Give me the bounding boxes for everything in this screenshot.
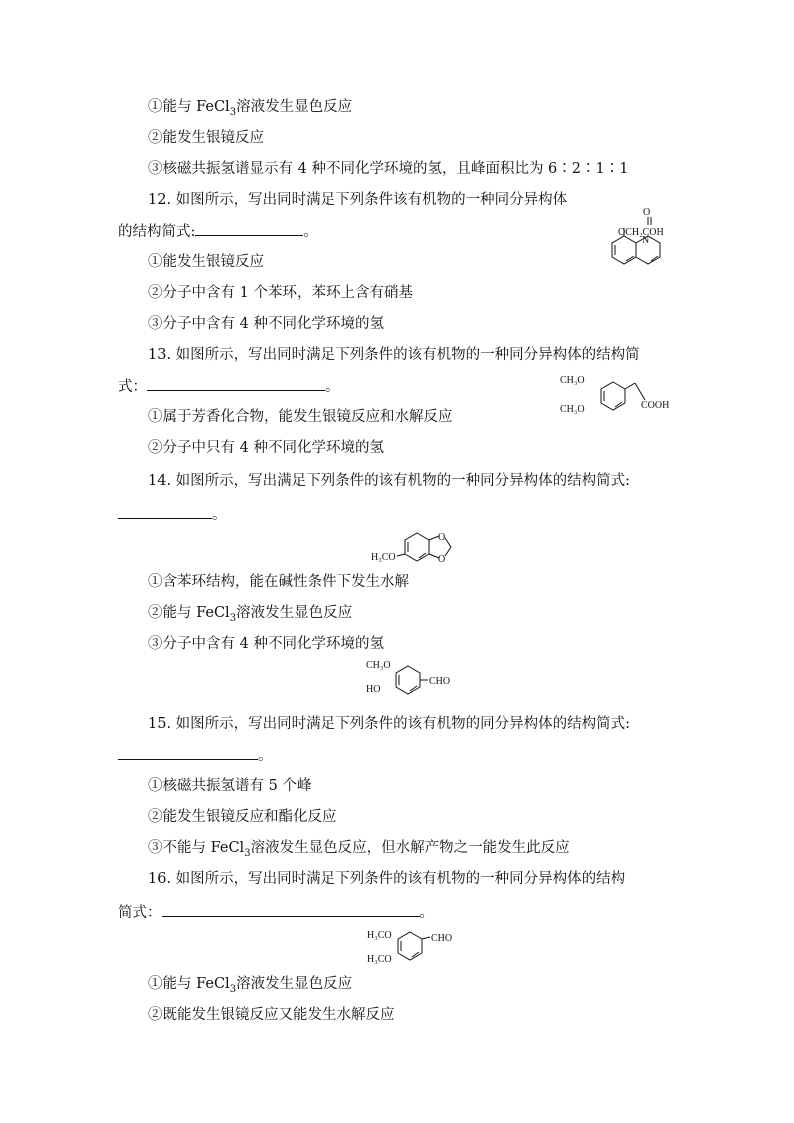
question-13-line1: 13. 如图所示，写出同时满足下列条件的该有机物的一种同分异构体的结构简 — [148, 347, 640, 363]
question-13-line2: 式： 。 — [118, 376, 340, 397]
condition-2: ②分子中含有 1 个苯环，苯环上含有硝基 — [148, 285, 413, 301]
condition-3: ③分子中含有 4 种不同化学环境的氢 — [148, 636, 384, 652]
methoxy-label: CH₃O — [366, 660, 391, 671]
question-12-line2: 的结构简式: 。 — [118, 221, 318, 242]
quinoline-structure — [598, 205, 698, 277]
question-16-line2: 简式： 。 — [118, 902, 434, 923]
condition-2: ②能发生银镜反应 — [148, 130, 264, 146]
condition-1: ①属于芳香化合物，能发生银镜反应和水解反应 — [148, 409, 453, 425]
methoxy-top-label: CH₃O — [560, 375, 585, 386]
structure-15 — [360, 658, 470, 700]
question-12-line1: 12. 如图所示，写出同时满足下列条件该有机物的一种同分异构体 — [148, 192, 568, 208]
condition-3: ③分子中含有 4 种不同化学环境的氢 — [148, 316, 384, 332]
condition-2: ②分子中只有 4 种不同化学环境的氢 — [148, 440, 384, 456]
methoxy-bottom-label: CH₃O — [560, 404, 585, 415]
carbonyl-o-label: O — [643, 207, 651, 218]
condition-1: ①能发生银镜反应 — [148, 254, 264, 270]
answer-blank-15[interactable] — [118, 745, 258, 760]
answer-blank-14[interactable] — [118, 504, 212, 519]
question-15-line1: 15. 如图所示，写出同时满足下列条件的该有机物的同分异构体的结构简式: — [148, 716, 631, 732]
structure-16 — [362, 924, 472, 970]
condition-3: ③不能与 FeCl$_3$溶液发生显色反应，但水解产物之一能发生此反应 — [148, 840, 570, 859]
hydroxyl-label: HO — [366, 684, 381, 695]
aldehyde-label: CHO — [429, 676, 451, 687]
oxygen-label-1: O — [438, 532, 446, 543]
answer-blank-13[interactable] — [147, 376, 325, 391]
condition-2: ②既能发生银镜反应又能发生水解反应 — [148, 1007, 395, 1023]
question-16-line1: 16. 如图所示，写出同时满足下列条件的该有机物的一种同分异构体的结构 — [148, 871, 626, 887]
condition-2: ②能发生银镜反应和酯化反应 — [148, 809, 337, 825]
condition-1: ①核磁共振氢谱有 5 个峰 — [148, 778, 312, 794]
methoxy-top-label: H₃CO — [367, 930, 392, 941]
methoxy-label: H₃CO — [371, 552, 396, 563]
oxygen-label-2: O — [438, 554, 446, 565]
condition-2: ②能与 FeCl$_3$溶液发生显色反应 — [148, 605, 353, 624]
structure-14 — [365, 528, 465, 568]
condition-1: ①含苯环结构，能在碱性条件下发生水解 — [148, 574, 409, 590]
condition-1: ①能与 FeCl$_3$溶液发生显色反应 — [148, 976, 353, 995]
condition-1: ①能与 FeCl$_3$溶液发生显色反应 — [148, 99, 353, 118]
answer-blank-12[interactable] — [195, 221, 303, 236]
condition-3: ③核磁共振氢谱显示有 4 种不同化学环境的氢，且峰面积比为 6∶2∶1∶1 — [148, 161, 629, 177]
aldehyde-label: CHO — [431, 933, 453, 944]
question-14-line1: 14. 如图所示，写出满足下列条件的该有机物的一种同分异构体的结构简式: — [148, 473, 631, 489]
question-15-line2: 。 — [118, 745, 273, 766]
substituent-label: OCH₂COH — [618, 227, 664, 238]
methoxy-bottom-label: H₃CO — [367, 954, 392, 965]
nitrogen-label: N — [642, 235, 650, 246]
carboxyl-label: COOH — [641, 400, 670, 411]
answer-blank-16[interactable] — [162, 902, 420, 917]
question-14-line2: 。 — [118, 504, 227, 525]
structure-13 — [555, 370, 675, 422]
